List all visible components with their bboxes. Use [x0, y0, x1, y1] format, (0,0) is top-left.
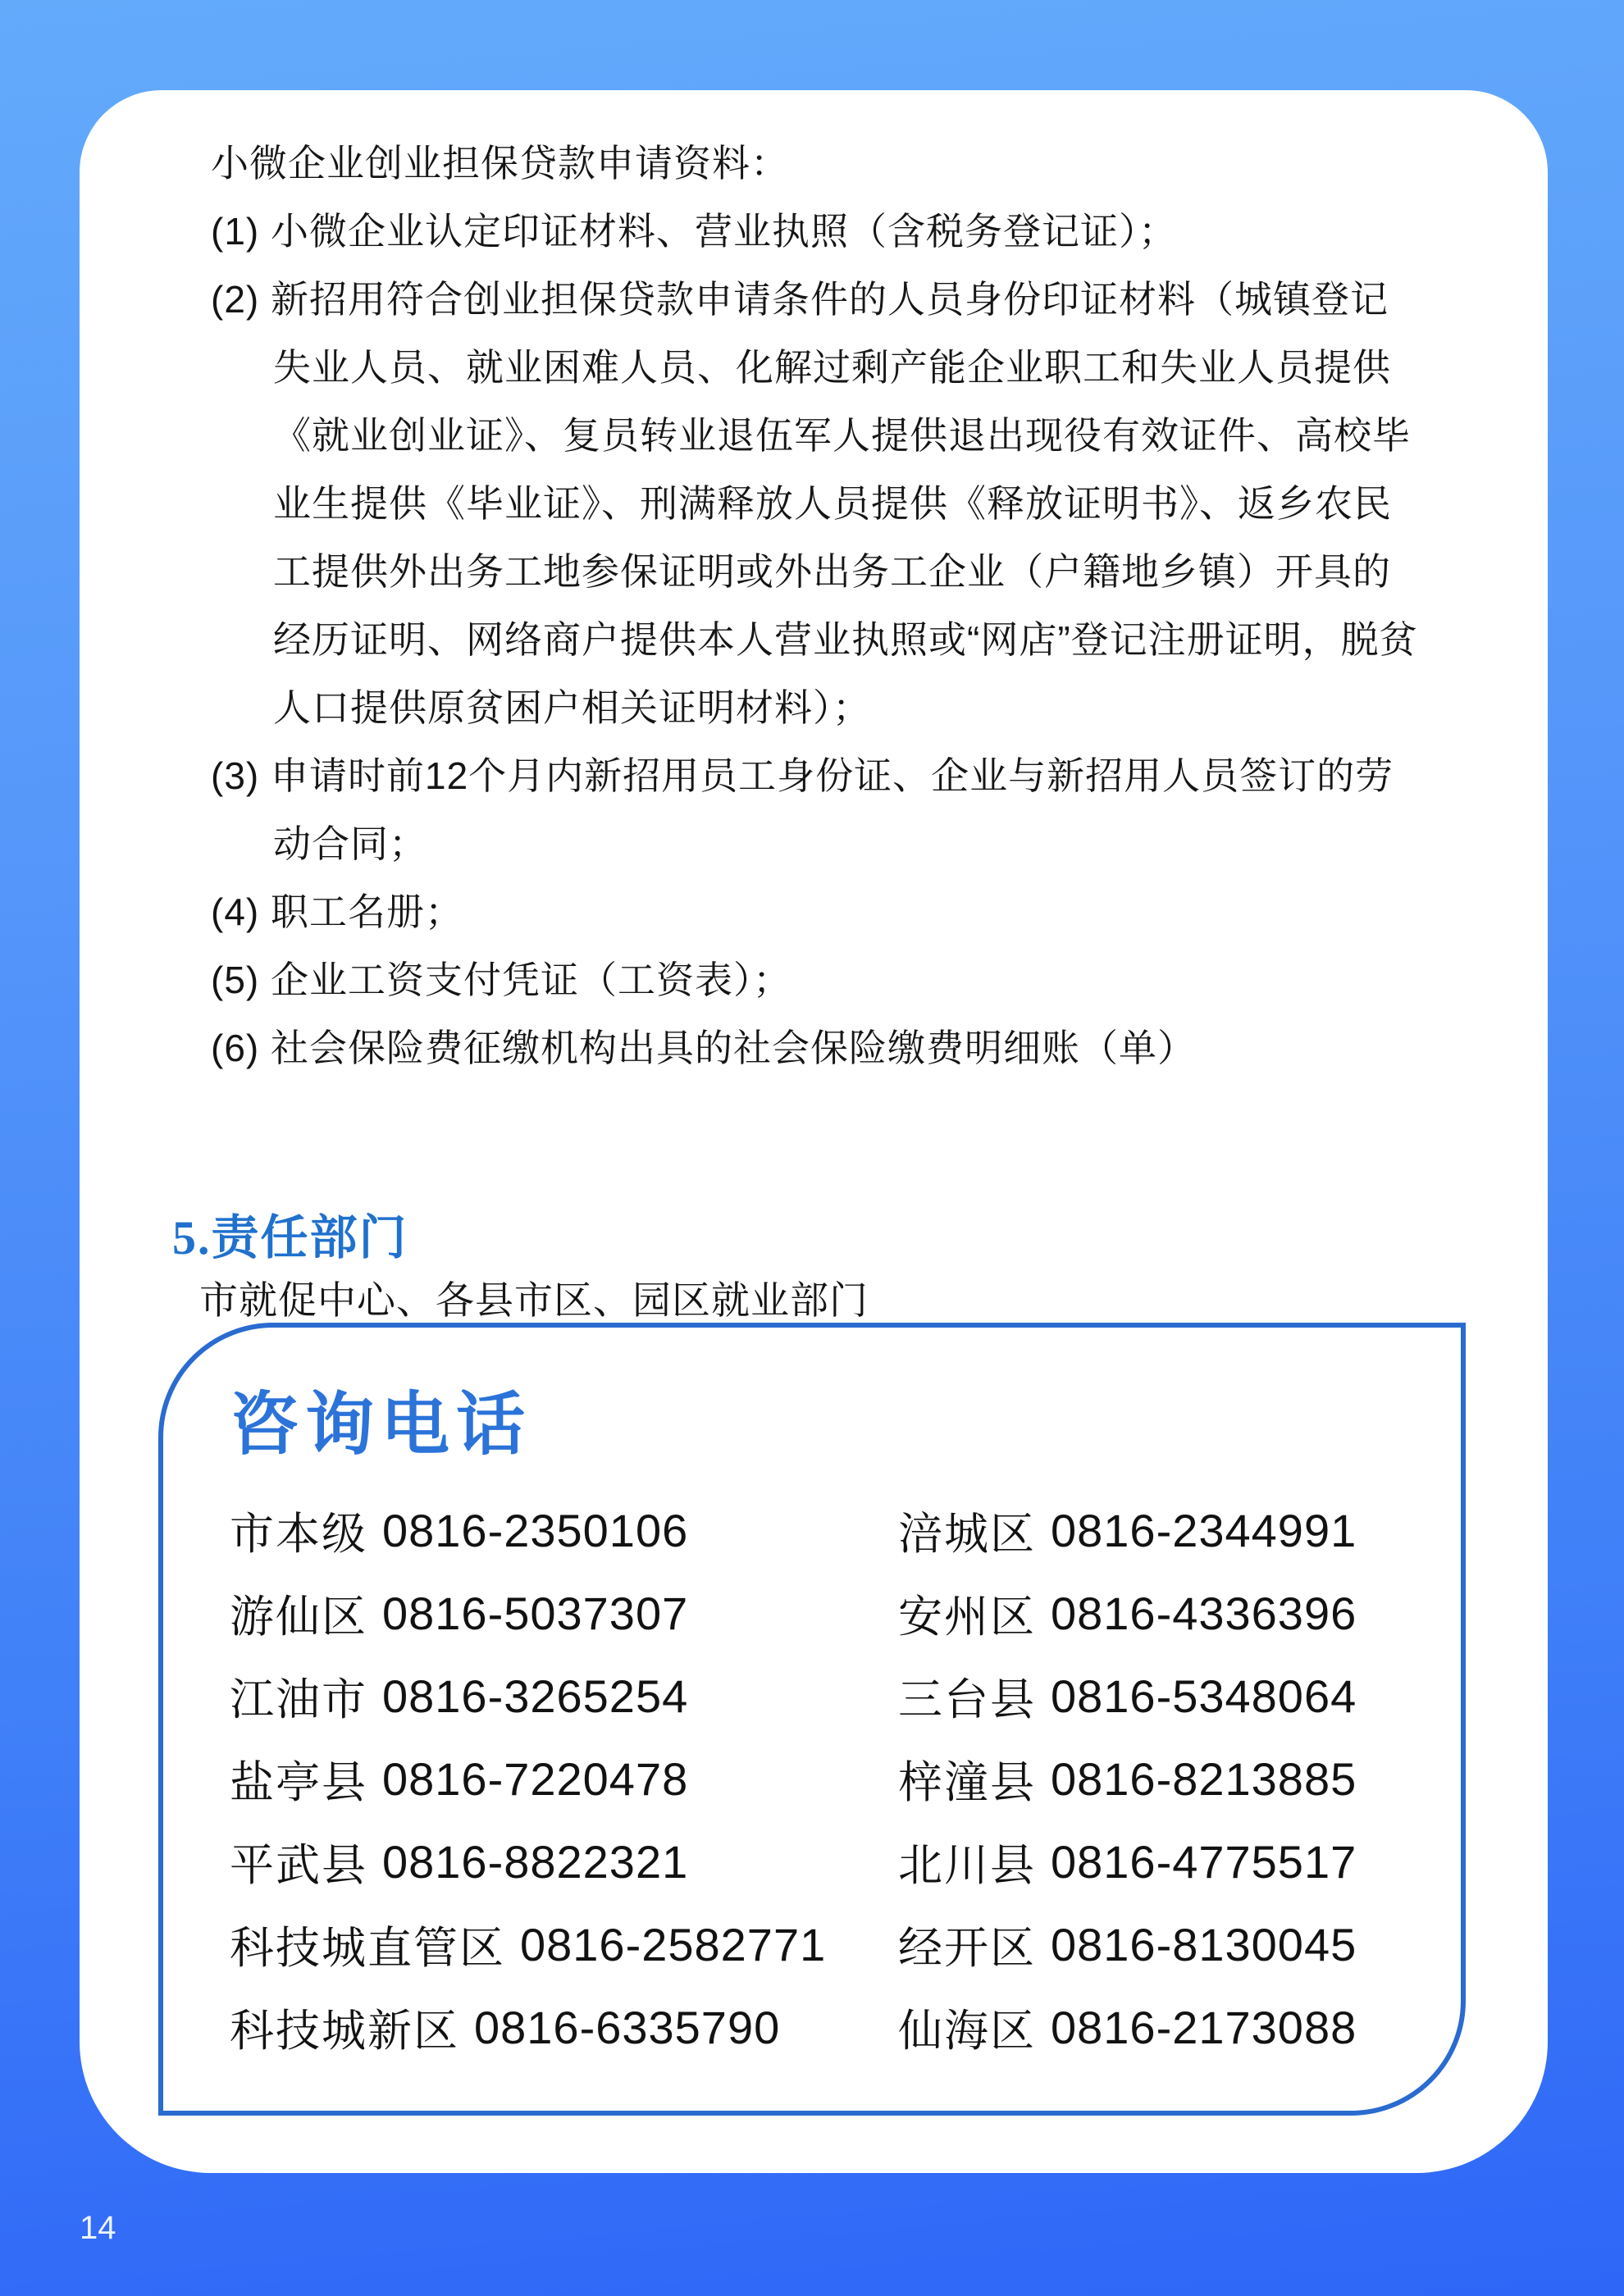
phone-entry: [898, 1489, 1435, 1572]
material-item-1: (1) 小微企业认定印证材料、营业执照（含税务登记证）；: [211, 210, 1177, 253]
phone-entry-number: 0816-8213885: [1051, 1753, 1357, 1805]
phone-entry-number: 0816-8822321: [382, 1836, 689, 1888]
phone-entry-name: 三台县: [898, 1675, 1036, 1724]
phone-entry-name: 盐亭县: [230, 1758, 367, 1807]
phone-entry-number: 0816-8130045: [1051, 1919, 1357, 1970]
phone-entry: [230, 1738, 898, 1820]
material-item-6: (6) 社会保险费征缴机构出具的社会保险缴费明细账（单）: [211, 1027, 1196, 1069]
material-item-4: (4) 职工名册；: [211, 891, 463, 933]
phone-entry-name: 游仙区: [230, 1592, 367, 1642]
page-number: 14: [80, 2210, 116, 2246]
material-item-2: (2) 新招用符合创业担保贷款申请条件的人员身份印证材料（城镇登记失业人员、就业困难人员、化解过剩产能企业职工和失业人员提供《就业创业证》、复员转业退伍军人提供退出现役有效证件、高校毕业生提供《毕业证》、刑满释放人员提供《释放证明书》、返乡农民工提供外出务工地参保证明或外出务工企业（户籍地乡镇）开具的经历证明、网络商户提供本人营业执照或“网店”登记注册证明，脱贫人口提供原贫困户相关证明材料）；: [211, 278, 1418, 729]
phone-entry-number: 0816-5037307: [382, 1588, 689, 1639]
phone-entry: [898, 1738, 1435, 1820]
phone-entry-number: 0816-4775517: [1051, 1836, 1357, 1888]
phone-entry-name: 经开区: [898, 1924, 1036, 1973]
phone-entry: [898, 1572, 1435, 1655]
phone-panel: [158, 1323, 1466, 2116]
phone-entry-name: 梓潼县: [898, 1758, 1036, 1807]
phone-entry-number: 0816-2350106: [382, 1505, 689, 1556]
phone-entry-name: 江油市: [230, 1675, 367, 1724]
phone-entry-name: 平武县: [230, 1841, 367, 1890]
phone-entry: [230, 1903, 898, 1986]
phone-entry: [230, 1489, 898, 1572]
materials-intro: 小微企业创业担保贷款申请资料：: [211, 142, 789, 184]
phone-entry: [898, 1986, 1435, 2069]
phone-entry-name: 仙海区: [898, 2007, 1036, 2056]
phone-entry-number: 0816-2344991: [1051, 1505, 1357, 1556]
phone-entry: [230, 1655, 898, 1738]
phone-entry-number: 0816-6335790: [474, 2002, 781, 2053]
phone-entry-number: 0816-3265254: [382, 1670, 689, 1722]
phone-entry-number: 0816-4336396: [1051, 1588, 1357, 1639]
phone-entry-name: 科技城新区: [230, 2007, 459, 2056]
phone-entry-name: 市本级: [230, 1510, 367, 1559]
material-item-5: (5) 企业工资支付凭证（工资表）；: [211, 959, 791, 1001]
phone-entry-number: 0816-2173088: [1051, 2002, 1357, 2053]
phone-list: [230, 1489, 1435, 2069]
phone-entry: [230, 1986, 898, 2069]
phone-entry: [898, 1820, 1435, 1903]
phone-entry-number: 0816-2582771: [520, 1919, 827, 1970]
content-card: [80, 90, 1548, 2173]
phone-entry-name: 北川县: [898, 1841, 1036, 1890]
phone-panel-title: 咨询电话: [230, 1387, 532, 1464]
responsible-department-heading: 5.责任部门: [172, 1211, 408, 1264]
phone-entry-name: 涪城区: [898, 1510, 1036, 1559]
phone-entry: [898, 1655, 1435, 1738]
responsible-department-body: 市就促中心、各县市区、园区就业部门: [199, 1278, 869, 1322]
phone-entry: [898, 1903, 1435, 1986]
phone-entry: [230, 1572, 898, 1655]
phone-entry-number: 0816-7220478: [382, 1753, 689, 1805]
material-item-3: (3) 申请时前12个月内新招用员工身份证、企业与新招用人员签订的劳动合同；: [211, 754, 1394, 865]
materials-list: [211, 130, 1425, 1082]
phone-entry: [230, 1820, 898, 1903]
phone-entry-name: 安州区: [898, 1592, 1036, 1642]
phone-entry-name: 科技城直管区: [230, 1924, 505, 1973]
phone-entry-number: 0816-5348064: [1051, 1670, 1357, 1722]
